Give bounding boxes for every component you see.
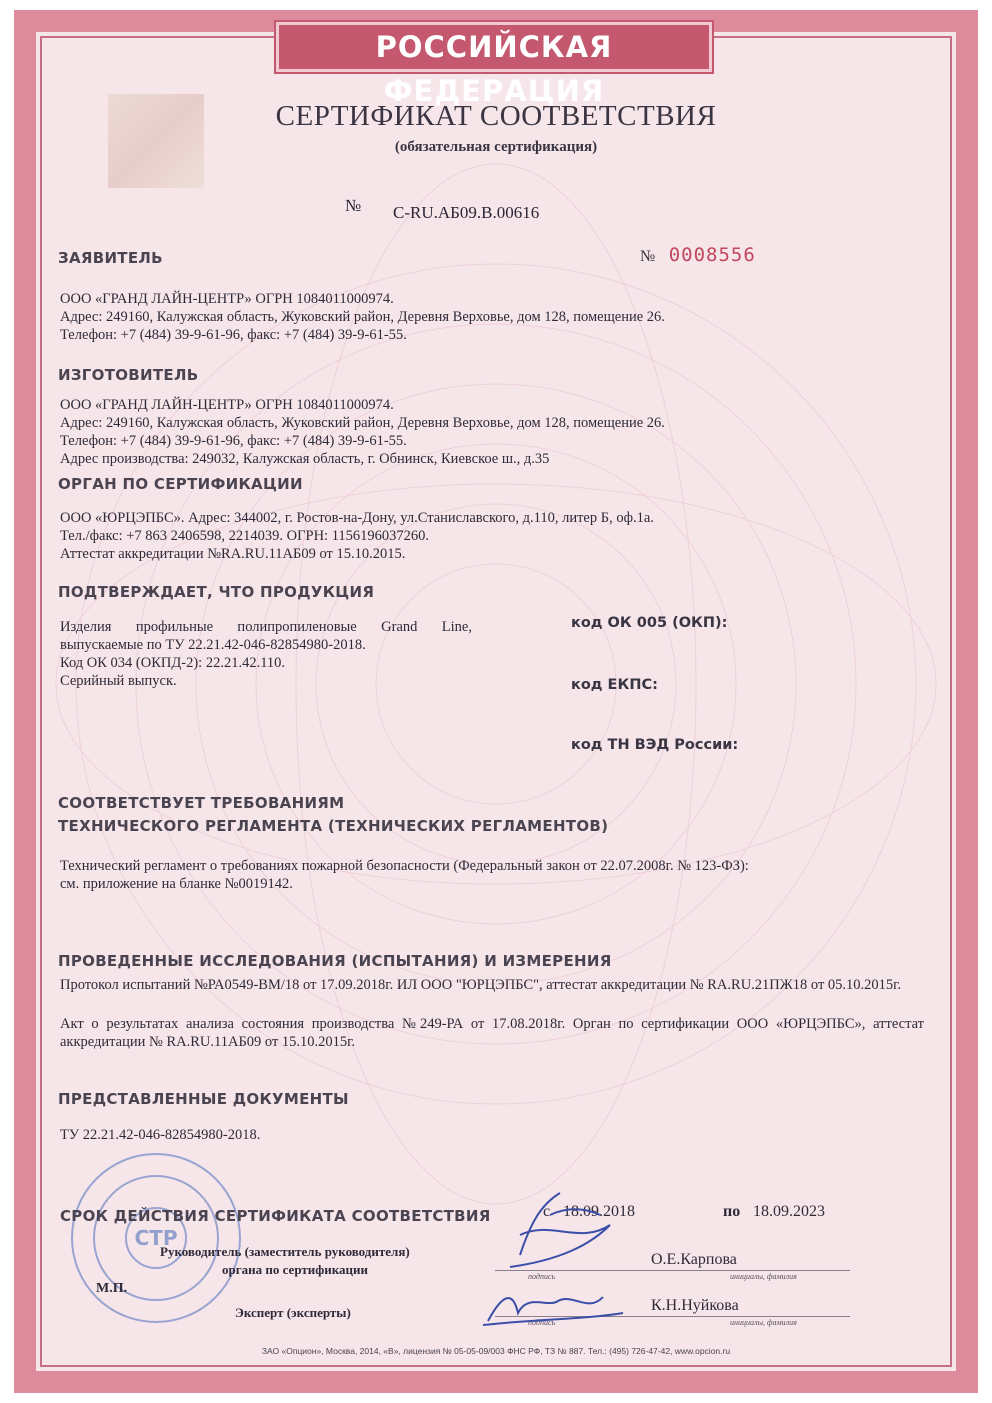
document-title: СЕРТИФИКАТ СООТВЕТСТВИЯ xyxy=(275,100,717,132)
applicant-heading: ЗАЯВИТЕЛЬ xyxy=(58,249,163,267)
cert-body-line: ООО «ЮРЦЭПБС». Адрес: 344002, г. Ростов-на-Дону, ул.Станиславского, д.110, литер Б, оф.1а. xyxy=(60,510,654,526)
documents-line: ТУ 22.21.42-046-82854980-2018. xyxy=(60,1127,261,1143)
manufacturer-line: Телефон: +7 (484) 39-9-61-96, факс: +7 (484) 39-9-61-55. xyxy=(60,433,407,449)
head-sign-caption: подпись xyxy=(528,1272,556,1281)
applicant-details xyxy=(60,290,665,344)
document-subtitle: (обязательная сертификация) xyxy=(394,139,598,155)
head-label-2: органа по сертификации xyxy=(222,1262,368,1277)
head-label: Руководитель (заместитель руководителя) xyxy=(160,1244,410,1259)
blank-number-value: 0008556 xyxy=(668,244,756,266)
seal-stamp xyxy=(66,1148,246,1328)
validity-from-date: 18.09.2018 xyxy=(563,1203,635,1220)
validity-to-prefix: по xyxy=(723,1203,741,1220)
product-line: Изделия профильные полипропиленовые Grand Line, xyxy=(60,619,472,635)
applicant-line: Адрес: 249160, Калужская область, Жуковский район, Деревня Верховье, дом 128, помещение 26. xyxy=(60,309,665,325)
expert-name: К.Н.Нуйкова xyxy=(651,1297,739,1314)
manufacturer-line: Адрес: 249160, Калужская область, Жуковский район, Деревня Верховье, дом 128, помещение 26. xyxy=(60,415,665,431)
expert-name-caption: инициалы, фамилия xyxy=(730,1318,797,1327)
number-symbol: № xyxy=(345,196,362,215)
validity-to-date: 18.09.2023 xyxy=(753,1203,825,1220)
product-details xyxy=(60,618,472,690)
requirements-line: Технический регламент о требованиях пожарной безопасности (Федеральный закон от 22.07.2008г. № 123-ФЗ): xyxy=(60,858,749,874)
tests-heading: ПРОВЕДЕННЫЕ ИССЛЕДОВАНИЯ (ИСПЫТАНИЯ) И ИЗМЕРЕНИЯ xyxy=(58,952,612,970)
validity-from-prefix: с xyxy=(543,1203,551,1220)
expert-label: Эксперт (эксперты) xyxy=(235,1305,351,1320)
code-tnved-label: код ТН ВЭД России: xyxy=(571,737,739,753)
documents-heading: ПРЕДСТАВЛЕННЫЕ ДОКУМЕНТЫ xyxy=(58,1090,349,1108)
head-signature xyxy=(490,1185,640,1275)
expert-sign-caption: подпись xyxy=(528,1318,556,1327)
applicant-line: Телефон: +7 (484) 39-9-61-96, факс: +7 (484) 39-9-61-55. xyxy=(60,327,407,343)
manufacturer-line: Адрес производства: 249032, Калужская область, г. Обнинск, Киевское ш., д.35 xyxy=(60,451,550,467)
cert-body-heading: ОРГАН ПО СЕРТИФИКАЦИИ xyxy=(58,475,303,493)
validity-heading: СРОК ДЕЙСТВИЯ СЕРТИФИКАТА СООТВЕТСТВИЯ xyxy=(60,1207,491,1225)
blank-number-symbol: № xyxy=(640,248,657,265)
cert-body-line: Аттестат аккредитации №RA.RU.11АБ09 от 15.10.2015. xyxy=(60,546,406,562)
print-footer: ЗАО «Опцион», Москва, 2014, «В», лицензия № 05-05-09/003 ФНС РФ, ТЗ № 887. Тел.: (495) 726-47-42, www.opcion.ru xyxy=(261,1346,731,1356)
product-line: Серийный выпуск. xyxy=(60,673,177,689)
cert-body-line: Тел./факс: +7 863 2406598, 2214039. ОГРН: 1156196037260. xyxy=(60,528,430,544)
requirements-heading-2: ТЕХНИЧЕСКОГО РЕГЛАМЕНТА (ТЕХНИЧЕСКИХ РЕГЛАМЕНТОВ) xyxy=(58,817,609,835)
requirements-details xyxy=(60,857,749,893)
manufacturer-line: ООО «ГРАНД ЛАЙН-ЦЕНТР» ОГРН 1084011000974. xyxy=(60,397,394,413)
cert-body-details xyxy=(60,509,654,563)
product-heading: ПОДТВЕРЖДАЕТ, ЧТО ПРОДУКЦИЯ xyxy=(58,583,375,601)
requirements-heading: СООТВЕТСТВУЕТ ТРЕБОВАНИЯМ xyxy=(58,794,345,812)
requirements-line: см. приложение на бланке №0019142. xyxy=(60,876,293,892)
tests-protocol: Протокол испытаний №РА0549-ВМ/18 от 17.09.2018г. ИЛ ООО "ЮРЦЭПБС", аттестат аккредитации № RA.RU.21ПЖ18 от 05.10.2015г. xyxy=(60,977,902,993)
mp-label: М.П. xyxy=(96,1281,128,1296)
certificate-number: C-RU.АБ09.В.00616 xyxy=(393,203,540,222)
country-banner: РОССИЙСКАЯ ФЕДЕРАЦИЯ xyxy=(276,22,712,72)
svg-text:СТР: СТР xyxy=(134,1226,178,1250)
manufacturer-details xyxy=(60,396,665,468)
tests-production-act: Акт о результатах анализа состояния производства №249-РА от 17.08.2018г. Орган по сертификации ООО «ЮРЦЭПБС», аттестат аккредитации № RA.RU.11АБ09 от 15.10.2015г. xyxy=(60,1016,924,1050)
code-okp-label: код ОК 005 (ОКП): xyxy=(571,615,728,631)
manufacturer-heading: ИЗГОТОВИТЕЛЬ xyxy=(58,366,199,384)
product-line: выпускаемые по ТУ 22.21.42-046-82854980-2018. xyxy=(60,637,366,653)
head-name-caption: инициалы, фамилия xyxy=(730,1272,797,1281)
applicant-line: ООО «ГРАНД ЛАЙН-ЦЕНТР» ОГРН 1084011000974. xyxy=(60,291,394,307)
code-ekps-label: код ЕКПС: xyxy=(571,677,658,693)
expert-signature xyxy=(478,1283,628,1333)
head-name: О.Е.Карпова xyxy=(651,1251,737,1268)
blank-number xyxy=(640,244,756,266)
product-line: Код ОК 034 (ОКПД-2): 22.21.42.110. xyxy=(60,655,286,671)
